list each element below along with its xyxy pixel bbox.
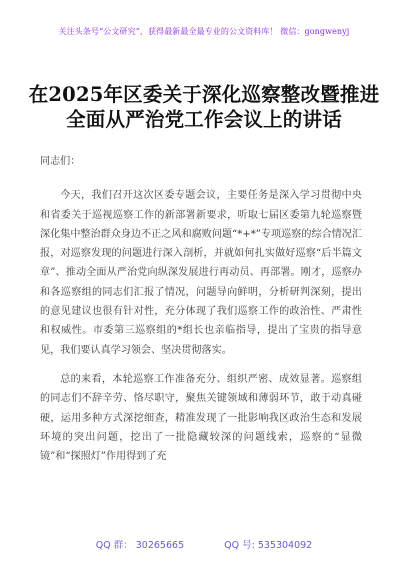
title-line-1: 在2025年区委关于深化巡察整改暨推进	[28, 83, 380, 106]
top-banner: 关注头条号“公文研究”，获得最新最全最专业的公文资料库！ 微信：gongwenyj	[58, 27, 350, 36]
footer-qq-number: QQ 号: 535304092	[224, 540, 313, 551]
paragraph-1: 今天，我们召开这次区委专题会议，主要任务是深入学习贯彻中央和省委关于巡视巡察工作的新部署新要求，听取七届区委第九轮巡察暨深化集中整治群众身边不正之风和腐败问题“*+*”专项巡察的综合情况汇报，对巡察发现的问题进行深入剖析，并就如何扎实做好巡察“后半篇文章”、推动全面从严治党向纵深发展进行再动员、再部署。刚才，巡察办和各巡察组的同志们汇报了情况，问题导向鲜明，分析研判深刻，提出的意见建议也很有针对性，充分体现了我们巡察工作的政治性、严肃性和权威性。市委第三巡察组的*组长也亲临指导，提出了宝贵的指导意见，我们要认真学习领会、坚决贯彻落实。	[40, 190, 362, 356]
salutation: 同志们：	[40, 156, 81, 167]
footer-contact	[0, 537, 408, 551]
document-body	[40, 152, 362, 476]
footer-qq-group: QQ 群： 30265665	[95, 540, 185, 551]
title-line-2: 全面从严治党工作会议上的讲话	[66, 108, 342, 131]
paragraph-2: 总的来看，本轮巡察工作准备充分、组织严密、成效显著。巡察组的同志们不辞辛劳、恪尽职守，聚焦关键领域和薄弱环节，敢于动真碰硬，运用多种方式深挖细查，精准发现了一批影响我区政治生态和发展环境的突出问题，挖出了一批隐藏较深的问题线索，巡察的“显微镜”和“探照灯”作用得到了充	[40, 373, 362, 463]
document-title	[0, 82, 408, 132]
